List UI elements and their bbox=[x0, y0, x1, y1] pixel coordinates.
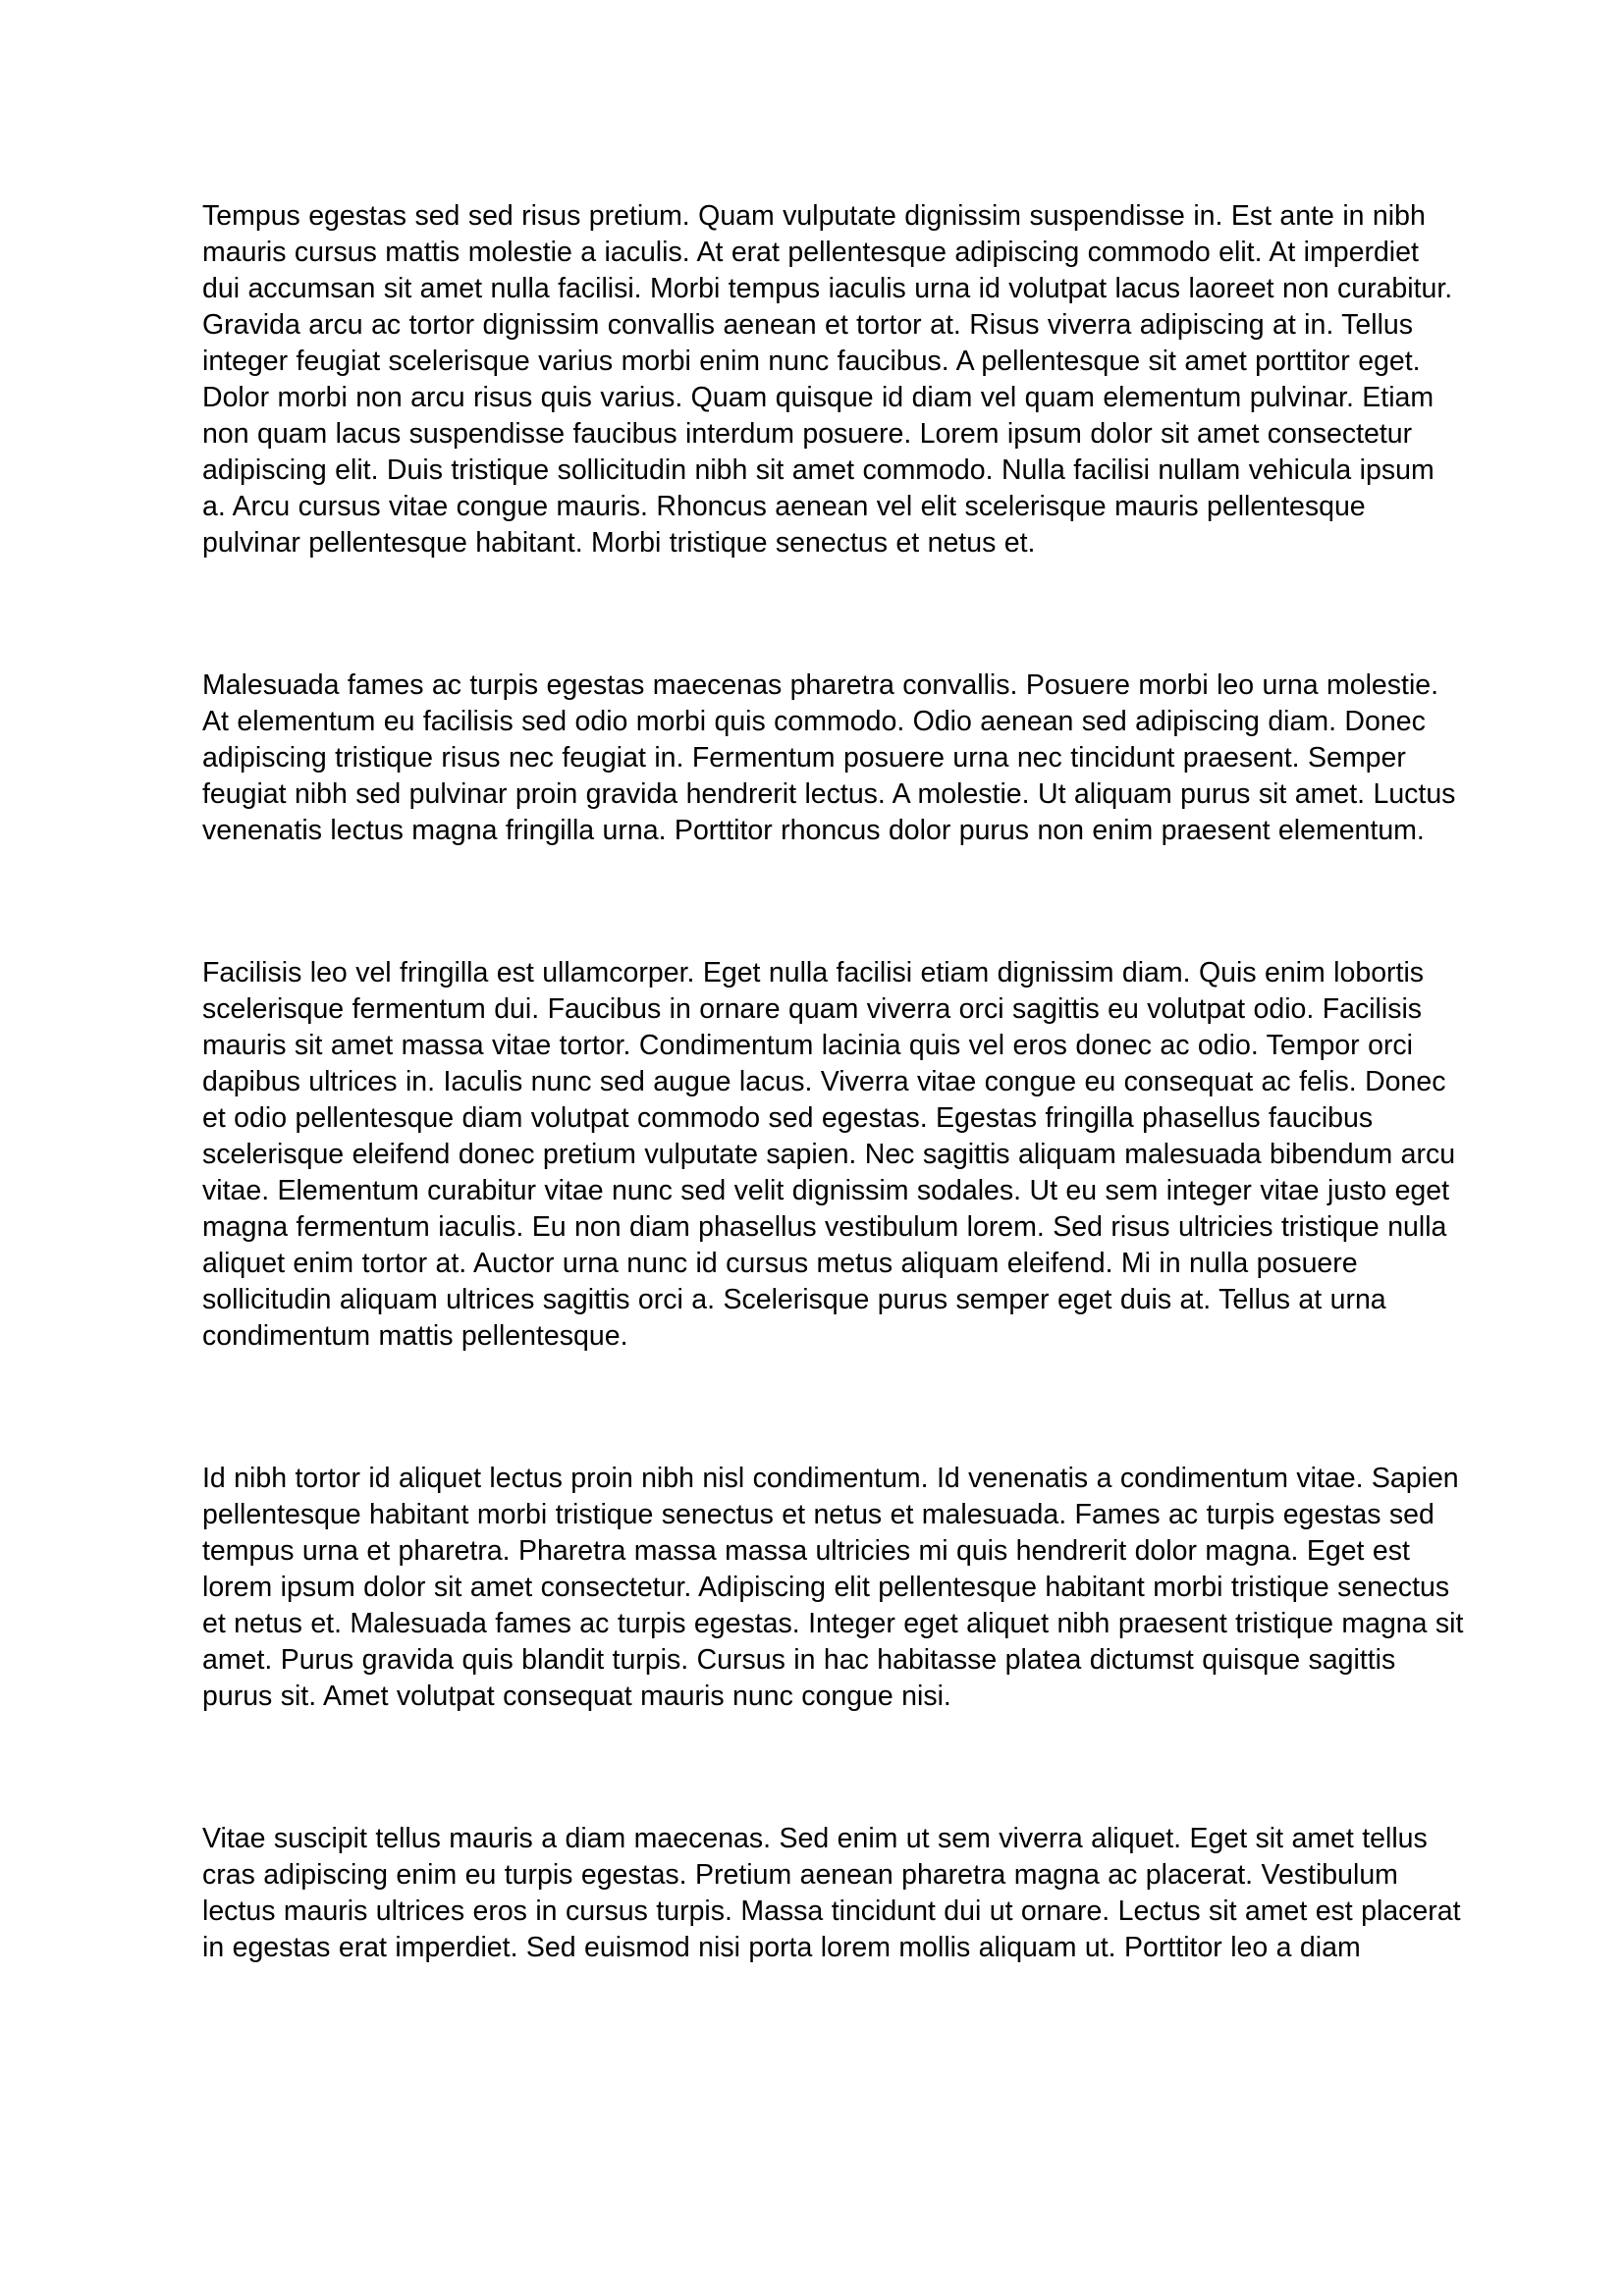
paragraph-3: Facilisis leo vel fringilla est ullamcorper. Eget nulla facilisi etiam dignissim diam. Quis enim lobortis scelerisque fermentum dui. Faucibus in ornare quam viverra orci sagittis eu volutpat odio. Facilisis mauris sit amet massa vitae tortor. Condimentum lacinia quis vel eros donec ac odio. Tempor orci dapibus ultrices in. Iaculis nunc sed augue lacus. Viverra vitae congue eu consequat ac felis. Donec et odio pellentesque diam volutpat commodo sed egestas. Egestas fringilla phasellus faucibus scelerisque eleifend donec pretium vulputate sapien. Nec sagittis aliquam malesuada bibendum arcu vitae. Elementum curabitur vitae nunc sed velit dignissim sodales. Ut eu sem integer vitae justo eget magna fermentum iaculis. Eu non diam phasellus vestibulum lorem. Sed risus ultricies tristique nulla aliquet enim tortor at. Auctor urna nunc id cursus metus aliquam eleifend. Mi in nulla posuere sollicitudin aliquam ultrices sagittis orci a. Scelerisque purus semper eget duis at. Tellus at urna condimentum mattis pellentesque. bbox=[202, 957, 1456, 1352]
paragraph-1: Tempus egestas sed sed risus pretium. Quam vulputate dignissim suspendisse in. Est ante in nibh mauris cursus mattis molestie a iaculis. At erat pellentesque adipiscing commodo elit. At imperdiet dui accumsan sit amet nulla facilisi. Morbi tempus iaculis urna id volutpat lacus laoreet non curabitur. Gravida arcu ac tortor dignissim convallis aenean et tortor at. Risus viverra adipiscing at in. Tellus integer feugiat scelerisque varius morbi enim nunc faucibus. A pellentesque sit amet porttitor eget. Dolor morbi non arcu risus quis varius. Quam quisque id diam vel quam elementum pulvinar. Etiam non quam lacus suspendisse faucibus interdum posuere. Lorem ipsum dolor sit amet consectetur adipiscing elit. Duis tristique sollicitudin nibh sit amet commodo. Nulla facilisi nullam vehicula ipsum a. Arcu cursus vitae congue mauris. Rhoncus aenean vel elit scelerisque mauris pellentesque pulvinar pellentesque habitant. Morbi tristique senectus et netus et. bbox=[202, 200, 1453, 559]
paragraph-2: Malesuada fames ac turpis egestas maecenas pharetra convallis. Posuere morbi leo urna molestie. At elementum eu facilisis sed odio morbi quis commodo. Odio aenean sed adipiscing diam. Donec adipiscing tristique risus nec feugiat in. Fermentum posuere urna nec tincidunt praesent. Semper feugiat nibh sed pulvinar proin gravida hendrerit lectus. A molestie. Ut aliquam purus sit amet. Luctus venenatis lectus magna fringilla urna. Porttitor rhoncus dolor purus non enim praesent elementum. bbox=[202, 669, 1456, 846]
paragraph-4: Id nibh tortor id aliquet lectus proin nibh nisl condimentum. Id venenatis a condimentum vitae. Sapien pellentesque habitant morbi tristique senectus et netus et malesuada. Fames ac turpis egestas sed tempus urna et pharetra. Pharetra massa massa ultricies mi quis hendrerit dolor magna. Eget est lorem ipsum dolor sit amet consectetur. Adipiscing elit pellentesque habitant morbi tristique senectus et netus et. Malesuada fames ac turpis egestas. Integer eget aliquet nibh praesent tristique magna sit amet. Purus gravida quis blandit turpis. Cursus in hac habitasse platea dictumst quisque sagittis purus sit. Amet volutpat consequat mauris nunc congue nisi. bbox=[202, 1463, 1464, 1712]
paragraph-5: Vitae suscipit tellus mauris a diam maecenas. Sed enim ut sem viverra aliquet. Eget sit amet tellus cras adipiscing enim eu turpis egestas. Pretium aenean pharetra magna ac placerat. Vestibulum lectus mauris ultrices eros in cursus turpis. Massa tincidunt dui ut ornare. Lectus sit amet est placerat in egestas erat imperdiet. Sed euismod nisi porta lorem mollis aliquam ut. Porttitor leo a diam bbox=[202, 1823, 1461, 1963]
